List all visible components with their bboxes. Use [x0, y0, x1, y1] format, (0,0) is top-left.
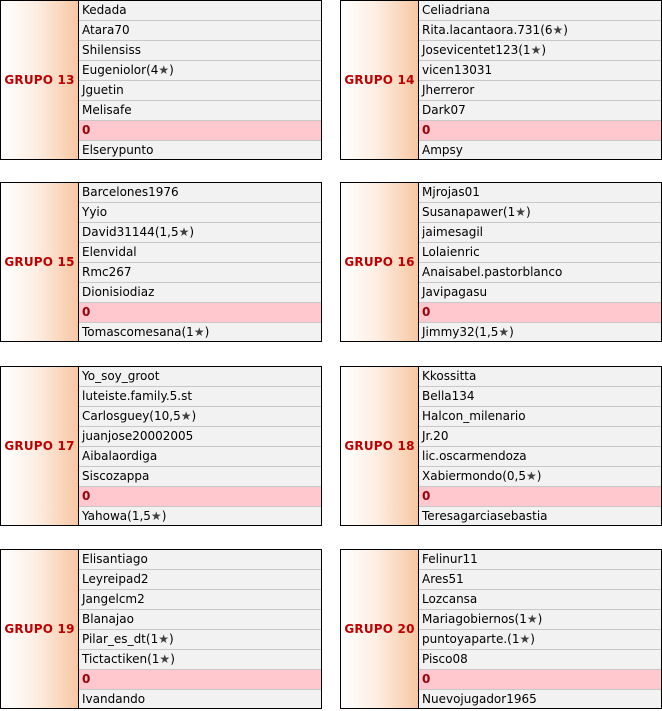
star-icon: ★	[178, 225, 190, 239]
player-row[interactable]	[419, 690, 661, 708]
player-row[interactable]	[419, 203, 661, 223]
player-score-suffix: )	[563, 23, 568, 37]
player-name: Siscozappa	[82, 469, 150, 483]
player-list	[79, 1, 321, 159]
player-name: Jherreror	[422, 83, 475, 97]
player-name: Anaisabel.pastorblanco	[422, 265, 563, 279]
player-name: Kkossitta	[422, 369, 477, 383]
player-name: Carlosguey(10,5	[82, 409, 181, 423]
player-name: Jguetin	[82, 83, 124, 97]
player-name: Halcon_milenario	[422, 409, 526, 423]
player-name: vicen13031	[422, 63, 493, 77]
player-row[interactable]	[419, 387, 661, 407]
player-score-suffix: )	[161, 509, 167, 523]
player-row[interactable]	[79, 690, 321, 708]
player-row[interactable]	[419, 447, 661, 467]
star-icon: ★	[526, 612, 538, 626]
player-name: Bella134	[422, 389, 475, 403]
group-table	[0, 182, 322, 342]
player-row[interactable]	[79, 367, 321, 387]
player-row[interactable]	[79, 550, 321, 570]
player-name: Celiadriana	[422, 3, 490, 17]
player-score-suffix: )	[537, 612, 543, 626]
player-score-suffix: )	[530, 632, 535, 646]
empty-slot-row[interactable]	[419, 487, 661, 507]
empty-slot-row[interactable]	[419, 670, 661, 690]
player-name: Eugeniolor(4	[82, 63, 159, 77]
player-name: Teresagarciasebastia	[422, 509, 548, 523]
group-table	[0, 0, 322, 160]
player-name: Barcelones1976	[82, 185, 179, 199]
player-row[interactable]	[419, 467, 661, 487]
player-name: lic.oscarmendoza	[422, 449, 527, 463]
player-name: Nuevojugador1965	[422, 692, 537, 706]
player-name: Ivandando	[82, 692, 146, 706]
player-name: 0	[422, 123, 431, 137]
player-row[interactable]	[419, 223, 661, 243]
player-list	[79, 367, 321, 525]
player-score-suffix: )	[525, 205, 531, 219]
player-name: 0	[82, 672, 91, 686]
star-icon: ★	[159, 652, 171, 666]
player-name: Elenvidal	[82, 245, 137, 259]
player-score-suffix: )	[169, 63, 174, 77]
player-score-suffix: )	[509, 325, 514, 339]
player-name: Rmc267	[82, 265, 132, 279]
group-title: GRUPO 14	[341, 1, 419, 159]
player-name: Ampsy	[422, 143, 463, 157]
player-row[interactable]	[419, 323, 661, 341]
player-name: Jangelcm2	[82, 592, 145, 606]
player-name: Aibalaordiga	[82, 449, 158, 463]
player-row[interactable]	[79, 283, 321, 303]
player-row[interactable]	[419, 81, 661, 101]
player-name: Tictactiken(1	[82, 652, 160, 666]
player-name: Elisantiago	[82, 552, 148, 566]
player-name: Mjrojas01	[422, 185, 480, 199]
player-row[interactable]	[419, 41, 661, 61]
player-row[interactable]	[419, 407, 661, 427]
player-name: Pilar_es_dt(1	[82, 632, 159, 646]
group-table	[340, 366, 662, 526]
player-name: Mariagobiernos(1	[422, 612, 527, 626]
player-row[interactable]	[419, 61, 661, 81]
player-name: Javipagasu	[422, 285, 488, 299]
player-row[interactable]	[79, 1, 321, 21]
star-icon: ★	[515, 205, 526, 219]
player-name: 0	[422, 672, 431, 686]
player-name: Shilensiss	[82, 43, 141, 57]
player-name: jaimesagil	[422, 225, 483, 239]
player-row[interactable]	[79, 590, 321, 610]
player-name: Susanapawer(1	[422, 205, 516, 219]
player-name: 0	[82, 489, 91, 503]
player-score-suffix: )	[536, 469, 542, 483]
player-name: David31144(1,5	[82, 225, 179, 239]
group-title: GRUPO 20	[341, 550, 419, 708]
player-name: Josevicentet123(1	[422, 43, 531, 57]
player-row[interactable]	[79, 610, 321, 630]
player-row[interactable]	[79, 630, 321, 650]
player-row[interactable]	[419, 101, 661, 121]
player-list	[419, 1, 661, 159]
player-row[interactable]	[79, 570, 321, 590]
player-row[interactable]	[79, 427, 321, 447]
player-row[interactable]	[419, 427, 661, 447]
star-icon: ★	[498, 325, 510, 339]
player-row[interactable]	[419, 1, 661, 21]
player-list	[419, 550, 661, 708]
star-icon: ★	[150, 509, 162, 523]
empty-slot-row[interactable]	[79, 303, 321, 323]
empty-slot-row[interactable]	[79, 121, 321, 141]
player-row[interactable]	[419, 650, 661, 670]
player-name: 0	[422, 489, 431, 503]
player-row[interactable]	[419, 590, 661, 610]
group-title: GRUPO 17	[1, 367, 79, 525]
player-row[interactable]	[79, 467, 321, 487]
star-icon: ★	[158, 632, 169, 646]
empty-slot-row[interactable]	[79, 670, 321, 690]
player-list	[79, 550, 321, 708]
player-row[interactable]	[79, 263, 321, 283]
player-row[interactable]	[79, 61, 321, 81]
player-row[interactable]	[79, 101, 321, 121]
star-icon: ★	[193, 325, 205, 339]
player-row[interactable]	[419, 550, 661, 570]
player-name: Jr.20	[422, 429, 449, 443]
group-title: GRUPO 16	[341, 183, 419, 341]
empty-slot-row[interactable]	[419, 303, 661, 323]
player-name: Xabiermondo(0,5	[422, 469, 526, 483]
player-name: Dark07	[422, 103, 466, 117]
player-row[interactable]	[419, 141, 661, 159]
player-row[interactable]	[419, 263, 661, 283]
player-name: Kedada	[82, 3, 127, 17]
player-row[interactable]	[79, 183, 321, 203]
player-row[interactable]	[79, 203, 321, 223]
player-row[interactable]	[79, 447, 321, 467]
player-row[interactable]	[79, 650, 321, 670]
player-name: Tomascomesana(1	[82, 325, 194, 339]
star-icon: ★	[530, 43, 542, 57]
player-name: juanjose20002005	[82, 429, 194, 443]
player-list	[79, 183, 321, 341]
group-table	[340, 182, 662, 342]
player-row[interactable]	[419, 507, 661, 525]
player-name: 0	[82, 305, 91, 319]
player-name: Lozcansa	[422, 592, 478, 606]
player-row[interactable]	[419, 183, 661, 203]
empty-slot-row[interactable]	[419, 121, 661, 141]
player-row[interactable]	[419, 283, 661, 303]
player-row[interactable]	[79, 323, 321, 341]
star-icon: ★	[519, 632, 531, 646]
player-row[interactable]	[79, 507, 321, 525]
player-name: Atara70	[82, 23, 130, 37]
player-row[interactable]	[419, 570, 661, 590]
player-row[interactable]	[79, 21, 321, 41]
player-list	[419, 367, 661, 525]
player-score-suffix: )	[189, 225, 195, 239]
player-row[interactable]	[79, 41, 321, 61]
player-row[interactable]	[419, 367, 661, 387]
star-icon: ★	[526, 469, 537, 483]
player-name: Dionisiodiaz	[82, 285, 155, 299]
player-score-suffix: )	[204, 325, 210, 339]
player-score-suffix: )	[191, 409, 197, 423]
player-name: 0	[422, 305, 431, 319]
player-name: Ares51	[422, 572, 464, 586]
star-icon: ★	[552, 23, 564, 37]
player-name: Felinur11	[422, 552, 478, 566]
player-name: luteiste.family.5.st	[82, 389, 193, 403]
player-name: puntoyaparte.(1	[422, 632, 520, 646]
player-name: 0	[82, 123, 91, 137]
player-name: Jimmy32(1,5	[422, 325, 499, 339]
group-table	[340, 549, 662, 709]
star-icon: ★	[180, 409, 192, 423]
player-row[interactable]	[419, 630, 661, 650]
group-table	[0, 366, 322, 526]
group-title: GRUPO 18	[341, 367, 419, 525]
player-score-suffix: )	[541, 43, 547, 57]
player-list	[419, 183, 661, 341]
empty-slot-row[interactable]	[79, 487, 321, 507]
player-row[interactable]	[79, 407, 321, 427]
player-row[interactable]	[79, 141, 321, 159]
player-name: Melisafe	[82, 103, 132, 117]
player-name: Rita.lacantaora.731(6	[422, 23, 553, 37]
player-row[interactable]	[419, 21, 661, 41]
group-title: GRUPO 15	[1, 183, 79, 341]
group-title: GRUPO 19	[1, 550, 79, 708]
player-row[interactable]	[419, 610, 661, 630]
player-name: Yyio	[82, 205, 108, 219]
player-row[interactable]	[79, 223, 321, 243]
player-row[interactable]	[419, 243, 661, 263]
player-row[interactable]	[79, 81, 321, 101]
player-name: Leyreipad2	[82, 572, 149, 586]
player-name: Yahowa(1,5	[82, 509, 151, 523]
player-row[interactable]	[79, 243, 321, 263]
player-score-suffix: )	[168, 632, 174, 646]
group-title: GRUPO 13	[1, 1, 79, 159]
group-table	[340, 0, 662, 160]
player-name: Pisco08	[422, 652, 468, 666]
player-score-suffix: )	[170, 652, 175, 666]
star-icon: ★	[158, 63, 170, 77]
player-name: Blanajao	[82, 612, 134, 626]
player-name: Yo_soy_groot	[82, 369, 160, 383]
group-table	[0, 549, 322, 709]
player-name: Elserypunto	[82, 143, 154, 157]
player-name: Lolaienric	[422, 245, 480, 259]
player-row[interactable]	[79, 387, 321, 407]
